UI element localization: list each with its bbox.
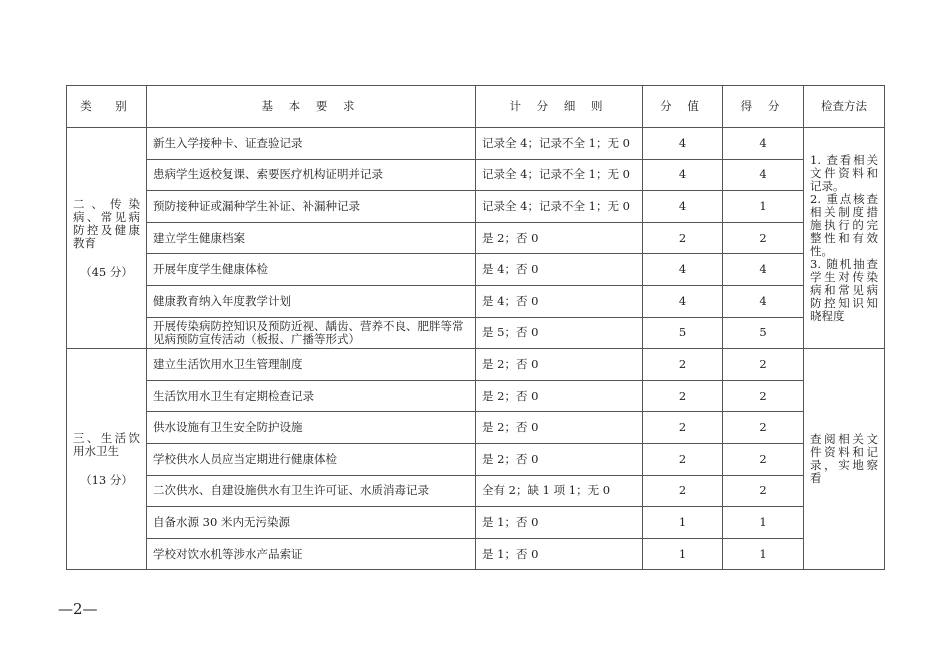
rule-cell: 是 2；否 0 (476, 412, 643, 444)
rule-cell: 是 2；否 0 (476, 380, 643, 412)
obtained-cell: 1 (723, 538, 804, 570)
score-cell: 2 (643, 380, 723, 412)
score-cell: 1 (643, 507, 723, 539)
requirement-cell: 供水设施有卫生安全防护设施 (147, 412, 476, 444)
requirement-cell: 预防接种证或漏种学生补证、补漏种记录 (147, 191, 476, 223)
obtained-cell: 1 (723, 507, 804, 539)
table-body (67, 128, 885, 570)
table-row (67, 443, 885, 475)
category-points: （45 分） (80, 264, 133, 279)
table-row (67, 317, 885, 349)
obtained-cell: 1 (723, 191, 804, 223)
header-category: 类 别 (67, 86, 147, 128)
header-method: 检查方法 (804, 86, 885, 128)
requirement-cell: 学校对饮水机等涉水产品索证 (147, 538, 476, 570)
method-line: 2. 重点核查相关制度措施执行的完整性和有效性。 (810, 191, 878, 258)
score-cell: 4 (643, 159, 723, 191)
table-row (67, 380, 885, 412)
requirement-cell: 患病学生返校复课、索要医疗机构证明并记录 (147, 159, 476, 191)
table-row (67, 254, 885, 286)
obtained-cell: 5 (723, 317, 804, 349)
table-row (67, 349, 885, 381)
category-name: 二、传染病、常见病防控及健康教育 (73, 196, 140, 250)
score-cell: 2 (643, 349, 723, 381)
rule-cell: 全有 2；缺 1 项 1；无 0 (476, 475, 643, 507)
requirement-cell: 建立学生健康档案 (147, 222, 476, 254)
header-rule: 计 分 细 则 (476, 86, 643, 128)
rule-cell: 是 5；否 0 (476, 317, 643, 349)
header-row (67, 86, 885, 128)
obtained-cell: 4 (723, 159, 804, 191)
score-cell: 5 (643, 317, 723, 349)
score-cell: 4 (643, 128, 723, 160)
requirement-cell: 开展年度学生健康体检 (147, 254, 476, 286)
requirement-cell: 开展传染病防控知识及预防近视、龋齿、营养不良、肥胖等常见病预防宣传活动（板报、广播等形式） (147, 317, 476, 349)
requirement-cell: 二次供水、自建设施供水有卫生许可证、水质消毒记录 (147, 475, 476, 507)
table-row (67, 285, 885, 317)
obtained-cell: 2 (723, 380, 804, 412)
page-number: —2— (58, 600, 98, 618)
table-row (67, 222, 885, 254)
category-points: （13 分） (80, 472, 133, 487)
table-row (67, 475, 885, 507)
header-score: 分 值 (643, 86, 723, 128)
score-cell: 2 (643, 222, 723, 254)
requirement-cell: 学校供水人员应当定期进行健康体检 (147, 443, 476, 475)
obtained-cell: 4 (723, 128, 804, 160)
rule-cell: 是 2；否 0 (476, 222, 643, 254)
table-row (67, 507, 885, 539)
rule-cell: 记录全 4；记录不全 1；无 0 (476, 128, 643, 160)
method-line: 查阅相关文件资料和记录，实地察看 (810, 432, 878, 486)
method-cell (804, 128, 885, 349)
score-cell: 2 (643, 412, 723, 444)
category-cell (67, 349, 147, 570)
rule-cell: 是 1；否 0 (476, 538, 643, 570)
obtained-cell: 2 (723, 475, 804, 507)
table-row (67, 159, 885, 191)
obtained-cell: 2 (723, 443, 804, 475)
rule-cell: 是 2；否 0 (476, 443, 643, 475)
category-name: 三、生活饮用水卫生 (73, 430, 140, 458)
requirement-cell: 建立生活饮用水卫生管理制度 (147, 349, 476, 381)
rule-cell: 是 4；否 0 (476, 285, 643, 317)
obtained-cell: 4 (723, 285, 804, 317)
rule-cell: 是 1；否 0 (476, 507, 643, 539)
rule-cell: 记录全 4；记录不全 1；无 0 (476, 191, 643, 223)
method-line: 3. 随机抽查学生对传染病和常见病防控知识知晓程度 (810, 256, 878, 323)
score-cell: 1 (643, 538, 723, 570)
obtained-cell: 2 (723, 349, 804, 381)
inspection-table (66, 85, 885, 570)
obtained-cell: 4 (723, 254, 804, 286)
method-line: 1. 查看相关文件资料和记录。 (810, 152, 878, 193)
obtained-cell: 2 (723, 222, 804, 254)
header-requirement: 基 本 要 求 (147, 86, 476, 128)
header-obtained: 得 分 (723, 86, 804, 128)
obtained-cell: 2 (723, 412, 804, 444)
score-cell: 4 (643, 285, 723, 317)
requirement-cell: 健康教育纳入年度教学计划 (147, 285, 476, 317)
method-cell (804, 349, 885, 570)
rule-cell: 是 4；否 0 (476, 254, 643, 286)
requirement-cell: 生活饮用水卫生有定期检查记录 (147, 380, 476, 412)
table-row (67, 538, 885, 570)
table-row (67, 128, 885, 160)
rule-cell: 是 2；否 0 (476, 349, 643, 381)
table-row (67, 412, 885, 444)
score-cell: 2 (643, 475, 723, 507)
requirement-cell: 新生入学接种卡、证查验记录 (147, 128, 476, 160)
score-cell: 2 (643, 443, 723, 475)
category-cell (67, 128, 147, 349)
table-row (67, 191, 885, 223)
rule-cell: 记录全 4；记录不全 1；无 0 (476, 159, 643, 191)
score-cell: 4 (643, 254, 723, 286)
score-cell: 4 (643, 191, 723, 223)
requirement-cell: 自备水源 30 米内无污染源 (147, 507, 476, 539)
